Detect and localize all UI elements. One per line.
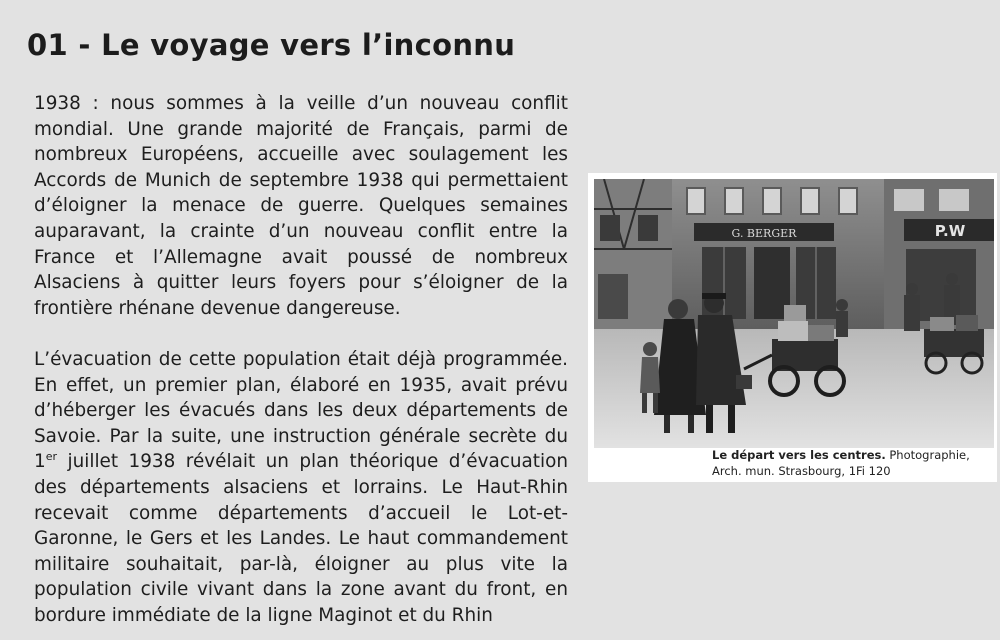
page-title: 01 - Le voyage vers l’inconnu [27, 28, 516, 62]
caption-credit: Photographie, Arch. mun. Strasbourg, 1Fi 120 [712, 448, 970, 478]
article-body [34, 91, 568, 628]
photo-illustration [594, 179, 994, 448]
photo-figure [588, 173, 997, 482]
shop-sign-text: G. BERGER [731, 227, 797, 240]
evacuation-photo [594, 179, 994, 448]
photo-caption [712, 447, 994, 479]
paragraph-evacuation [34, 347, 568, 629]
caption-title: Le départ vers les centres. [712, 448, 886, 462]
ordinal-suffix: er [45, 450, 57, 464]
store-sign-text: P.W [934, 222, 966, 240]
paragraph-evacuation-part2: juillet 1938 révélait un plan théorique d’évacuation des départements alsaciens et lorrains. Le Haut-Rhin recevait comme départements d’accueil le Lot-et-Garonne, le Gers et les Landes. Le haut commandement militaire souhaitait, par-là, éloigner au plus vite la population civile vivant dans la zone avant du front, en bordure immédiate de la ligne Maginot et du Rhin [34, 451, 568, 626]
paragraph-evacuation-part1: L’évacuation de cette population était déjà programmée. En effet, un premier plan, élaboré en 1935, avait prévu d’héberger les évacués dans les deux départements de Savoie. Par la suite, une instruction générale secrète du 1 [34, 348, 568, 473]
paragraph-intro: 1938 : nous sommes à la veille d’un nouveau conflit mondial. Une grande majorité de Français, parmi de nombreux Européens, accueille avec soulagement les Accords de Munich de septembre 1938 qui permettaient d’éloigner la menace de guerre. Quelques semaines auparavant, la crainte d’un nouveau conflit entre la France et l’Allemagne avait poussé de nombreux Alsaciens à quitter leurs foyers pour s’éloigner de la frontière rhénane devenue dangereuse. [34, 93, 568, 319]
